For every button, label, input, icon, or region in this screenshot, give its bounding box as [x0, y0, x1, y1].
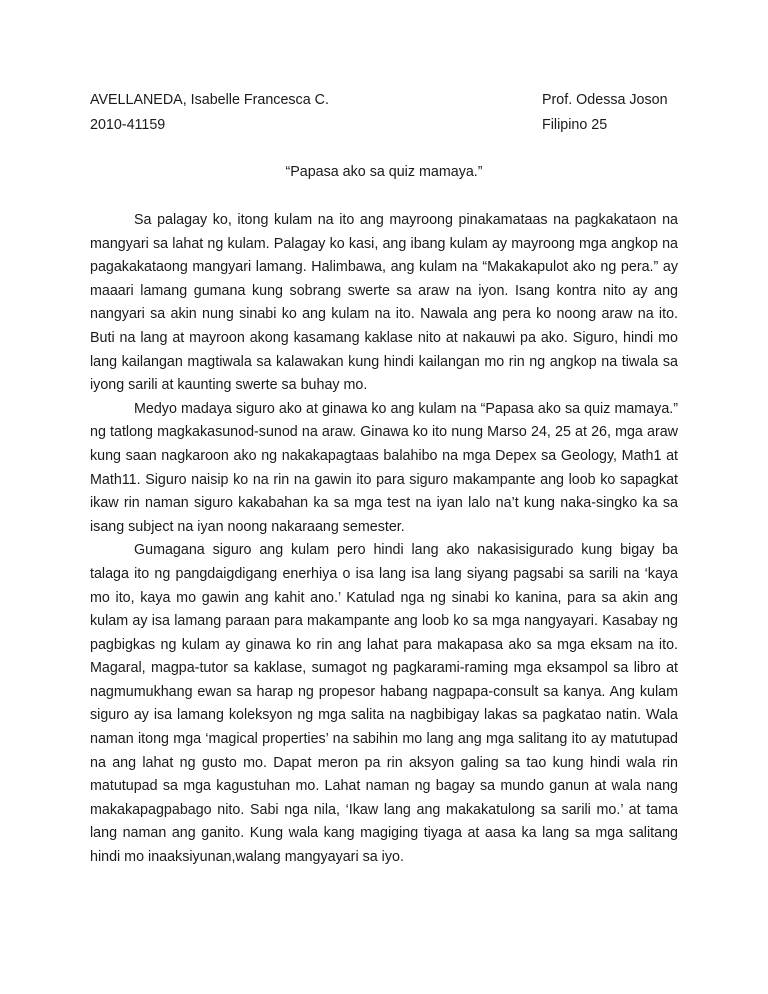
- student-number: 2010-41159: [90, 117, 166, 133]
- header-left-block: [90, 88, 329, 138]
- paragraph-3: Gumagana siguro ang kulam pero hindi lang ako nakasisigurado kung bigay ba talaga ito ng pangdaigdigang enerhiya o isa lang isa lang siyang pagsabi sa sarili na ‘kaya mo ito, kaya mo gawin ang kahit ano.’ Katulad nga ng sinabi ko kanina, para sa akin ang kulam ay isa lamang paraan para makampante ang loob ko sa mga nangyayari. Kasabay ng pagbigkas ng kulam ay ginawa ko rin ang lahat para makapasa ako sa mga eksam na ito. Magaral, magpa-tutor sa kaklase, sumagot ng pagkarami-raming mga eksampol sa libro at nagmumukhang ewan sa harap ng propesor habang nagpapa-consult sa kanya. Ang kulam siguro ay isa lamang koleksyon ng mga salita na nagbibigay lakas sa pagkatao natin. Wala naman itong mga ‘magical properties’ na sabihin mo lang ang mga salitang ito ay matutupad na ang lahat ng gusto mo. Dapat meron pa rin aksyon galing sa tao kung hindi wala rin matutupad sa mga kagustuhan mo. Lahat naman ng bagay sa mundo ganun at wala nang makakapagpabago nito. Sabi nga nila, ‘Ikaw lang ang makakatulong sa sarili mo.’ at tama lang naman ang ganito. Kung wala kang magiging tiyaga at aasa ka lang sa mga salitang hindi mo inaaksiyunan,walang mangyayari sa iyo.: [90, 542, 678, 866]
- course-name: Filipino 25: [542, 117, 608, 133]
- paragraph-2: Medyo madaya siguro ako at ginawa ko ang kulam na “Papasa ako sa quiz mamaya.” ng tatlong magkakasunod-sunod na araw. Ginawa ko ito nung Marso 24, 25 at 26, mga araw kung saan nagkaroon ako ng nakakapagtaas balahibo na mga Depex sa Geology, Math1 at Math11. Siguro naisip ko na rin na gawin ito para siguro makampante ang loob ko sapagkat ikaw rin naman siguro kakabahan ka sa mga test na iyan lalo na’t kung naka-singko ka sa isang subject na iyan noong nakaraang semester.: [90, 400, 678, 535]
- header-right-block: [542, 88, 668, 138]
- student-name: AVELLANEDA, Isabelle Francesca C.: [90, 92, 329, 108]
- paragraph-1: Sa palagay ko, itong kulam na ito ang mayroong pinakamataas na pagkakataon na mangyari sa lahat ng kulam. Palagay ko kasi, ang ibang kulam ay mayroong mga angkop na pagakakataong mangyari lamang. Halimbawa, ang kulam na “Makakapulot ako ng pera.” ay maaari lamang gumana kung sobrang swerte sa araw na iyon. Isang kontra nito ay ang nangyari sa akin nung sinabi ko ang kulam na ito. Nawala ang pera ko noong araw na ito. Buti na lang at mayroon akong kasamang kaklase nito at nakauwi pa ako. Siguro, hindi mo lang kailangan magtiwala sa kalawakan kung hindi kailangan mo rin ng angkop na tiwala sa iyong sarili at kaunting swerte sa buhay mo.: [90, 212, 678, 394]
- essay-title: “Papasa ako sa quiz mamaya.”: [285, 164, 483, 180]
- document-header: [90, 88, 678, 138]
- professor-name: Prof. Odessa Joson: [542, 92, 668, 108]
- essay-body: [90, 209, 678, 870]
